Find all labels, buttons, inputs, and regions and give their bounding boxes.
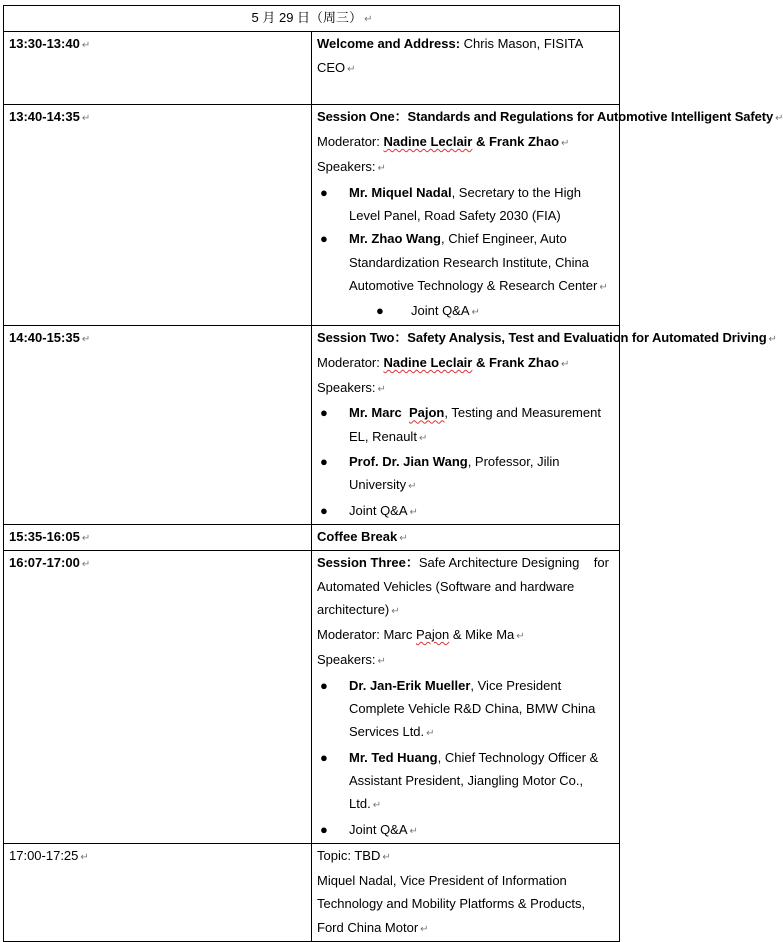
table-row — [4, 843, 620, 941]
moderator-label: Moderator: — [317, 354, 384, 370]
bullet-icon: ● — [320, 677, 328, 693]
list-item: ● Dr. Jan-Erik Mueller, Vice President Complete Vehicle R&D China, BMW China Services Ltd. ↵ — [317, 674, 615, 746]
time-cell: 13:30-13:40 ↵ — [4, 32, 312, 105]
moderator-line: Moderator: Marc Pajon & Mike Ma ↵ — [317, 627, 525, 643]
speakers-label-text: Speakers: — [317, 380, 376, 396]
list-item: ● Joint Q&A ↵ — [317, 499, 615, 524]
moderator-rest: & Frank Zhao — [472, 134, 560, 150]
topic-speaker-text: Miquel Nadal, Vice President of Information Technology and Mobility Platforms & Products, Ford China Motor — [317, 873, 586, 935]
speaker-name: Prof. Dr. Jian Wang — [349, 454, 468, 470]
session-rest: Safe Architecture Designing for Automated Vehicles (Software and hardware architecture) — [317, 555, 612, 617]
list-item: ● Mr. Marc Pajon, Testing and Measurement EL, Renault ↵ — [317, 401, 615, 450]
table-row — [4, 32, 620, 105]
time-text: 13:40-14:35 — [9, 108, 80, 124]
speaker-list — [317, 674, 615, 843]
content-cell — [312, 843, 620, 941]
list-item: ● Joint Q&A ↵ — [317, 818, 615, 843]
time-cell: 16:07-17:00 ↵ — [4, 551, 312, 844]
bullet-icon: ● — [320, 184, 328, 200]
bullet-icon: ● — [320, 231, 328, 247]
welcome-title: Welcome and Address: — [317, 36, 461, 52]
bullet-icon: ● — [320, 821, 328, 837]
bullet-icon: ● — [320, 454, 328, 470]
content-cell — [312, 551, 620, 844]
bullet-icon: ● — [376, 303, 384, 319]
bullet-icon: ● — [320, 749, 328, 765]
session-title-text: Session Two：Safety Analysis, Test and Evaluation for Automated Driving — [317, 329, 767, 345]
agenda-table — [3, 5, 783, 942]
speaker-name: Mr. Zhao Wang — [349, 231, 441, 247]
speakers-label-text: Speakers: — [317, 652, 376, 668]
session-title: Session Two：Safety Analysis, Test and Evaluation for Automated Driving ↵ — [317, 329, 777, 345]
speaker-desc: , Chief Engineer, Auto Standardization Research Institute, China Automotive Technology & Research Center — [349, 231, 598, 293]
session-label: Session Three： — [317, 555, 419, 571]
speakers-label: Speakers: ↵ — [317, 159, 386, 175]
table-header-row — [4, 6, 620, 32]
speakers-label: Speakers: ↵ — [317, 652, 386, 668]
content-cell: Coffee Break ↵ — [312, 524, 620, 550]
time-cell: 15:35-16:05 ↵ — [4, 524, 312, 550]
speaker-name: Dr. Jan-Erik Mueller — [349, 677, 471, 693]
time-text: 16:07-17:00 — [9, 555, 80, 571]
moderator-first: Nadine Leclair — [383, 354, 473, 370]
list-item: ● Mr. Ted Huang, Chief Technology Officer & Assistant President, Jiangling Motor Co., Ltd. ↵ — [317, 746, 615, 818]
moderator-first: Nadine Leclair — [383, 134, 473, 150]
moderator-line: Moderator: Nadine Leclair & Frank Zhao ↵ — [317, 134, 570, 150]
speakers-label: Speakers: ↵ — [317, 380, 386, 396]
speaker-desc: , Vice President Complete Vehicle R&D China, BMW China Services Ltd. — [349, 677, 596, 740]
speaker-name: Mr. Ted Huang — [349, 749, 438, 765]
list-item: ● Mr. Zhao Wang, Chief Engineer, Auto Standardization Research Institute, China Automotive Technology & Research Center ↵ — [317, 227, 615, 299]
topic-speaker: Miquel Nadal, Vice President of Information Technology and Mobility Platforms & Products, Ford China Motor ↵ — [317, 873, 586, 935]
date-text: 5 月 29 日（周三） — [251, 10, 363, 25]
time-text: 13:30-13:40 — [9, 36, 80, 52]
bullet-icon: ● — [320, 502, 328, 518]
list-item — [317, 181, 615, 228]
topic-line: Topic: TBD ↵ — [317, 847, 391, 863]
welcome-line: Welcome and Address: Chris Mason, FISITA CEO ↵ — [317, 36, 583, 75]
table-row — [4, 104, 620, 325]
time-cell: 14:40-15:35 ↵ — [4, 325, 312, 524]
time-text: 17:00-17:25 — [9, 847, 79, 863]
qa-text: Joint Q&A — [349, 502, 408, 518]
topic-text: Topic: TBD — [317, 847, 381, 863]
speaker-surname: Pajon — [408, 405, 445, 421]
table-row — [4, 524, 620, 550]
qa-text: Joint Q&A — [411, 303, 470, 319]
moderator-rest: & Mike Ma — [449, 627, 515, 643]
table-row — [4, 551, 620, 844]
table-row — [4, 325, 620, 524]
content-cell — [312, 32, 620, 105]
speaker-name: Mr. Miquel Nadal — [349, 184, 452, 200]
welcome-rest: Chris Mason, FISITA CEO — [317, 36, 583, 75]
list-item: ● Prof. Dr. Jian Wang, Professor, Jilin University ↵ — [317, 450, 615, 499]
moderator-rest: & Frank Zhao — [472, 354, 560, 370]
moderator-line: Moderator: Nadine Leclair & Frank Zhao ↵ — [317, 354, 570, 370]
moderator-surname: Pajon — [415, 627, 450, 643]
speaker-name: Mr. Marc — [349, 405, 409, 421]
speaker-list — [317, 181, 615, 325]
qa-text: Joint Q&A — [349, 821, 408, 837]
speaker-desc: , Testing and Measurement EL, Renault — [349, 405, 601, 444]
content-cell — [312, 325, 777, 524]
speaker-desc: , Secretary to the High Level Panel, Road Safety 2030 (FIA) — [349, 184, 581, 224]
list-item: ● Joint Q&A ↵ — [317, 299, 615, 324]
moderator-label: Moderator: — [317, 134, 384, 150]
speaker-desc: , Professor, Jilin University — [349, 454, 560, 493]
session-title-text: Session One：Standards and Regulations for Automotive Intelligent Safety — [317, 108, 774, 124]
time-cell: 13:40-14:35 ↵ — [4, 104, 312, 325]
content-cell — [312, 104, 783, 325]
date-header: 5 月 29 日（周三） ↵ — [4, 6, 620, 32]
time-text: 14:40-15:35 — [9, 329, 80, 345]
coffee-break-text: Coffee Break — [317, 528, 398, 544]
session-title: Session One：Standards and Regulations for Automotive Intelligent Safety ↵ — [317, 108, 783, 124]
bullet-icon: ● — [320, 405, 328, 421]
session-title: Session Three：Safe Architecture Designing for Automated Vehicles (Software and hardware architecture) ↵ — [317, 555, 612, 617]
time-text: 15:35-16:05 — [9, 528, 80, 544]
time-cell: 17:00-17:25 ↵ — [4, 843, 312, 941]
speaker-list — [317, 401, 615, 523]
moderator-label: Moderator: Marc — [317, 627, 416, 643]
speakers-label-text: Speakers: — [317, 159, 376, 175]
speaker-desc: , Chief Technology Officer & Assistant President, Jiangling Motor Co., Ltd. — [349, 749, 599, 812]
